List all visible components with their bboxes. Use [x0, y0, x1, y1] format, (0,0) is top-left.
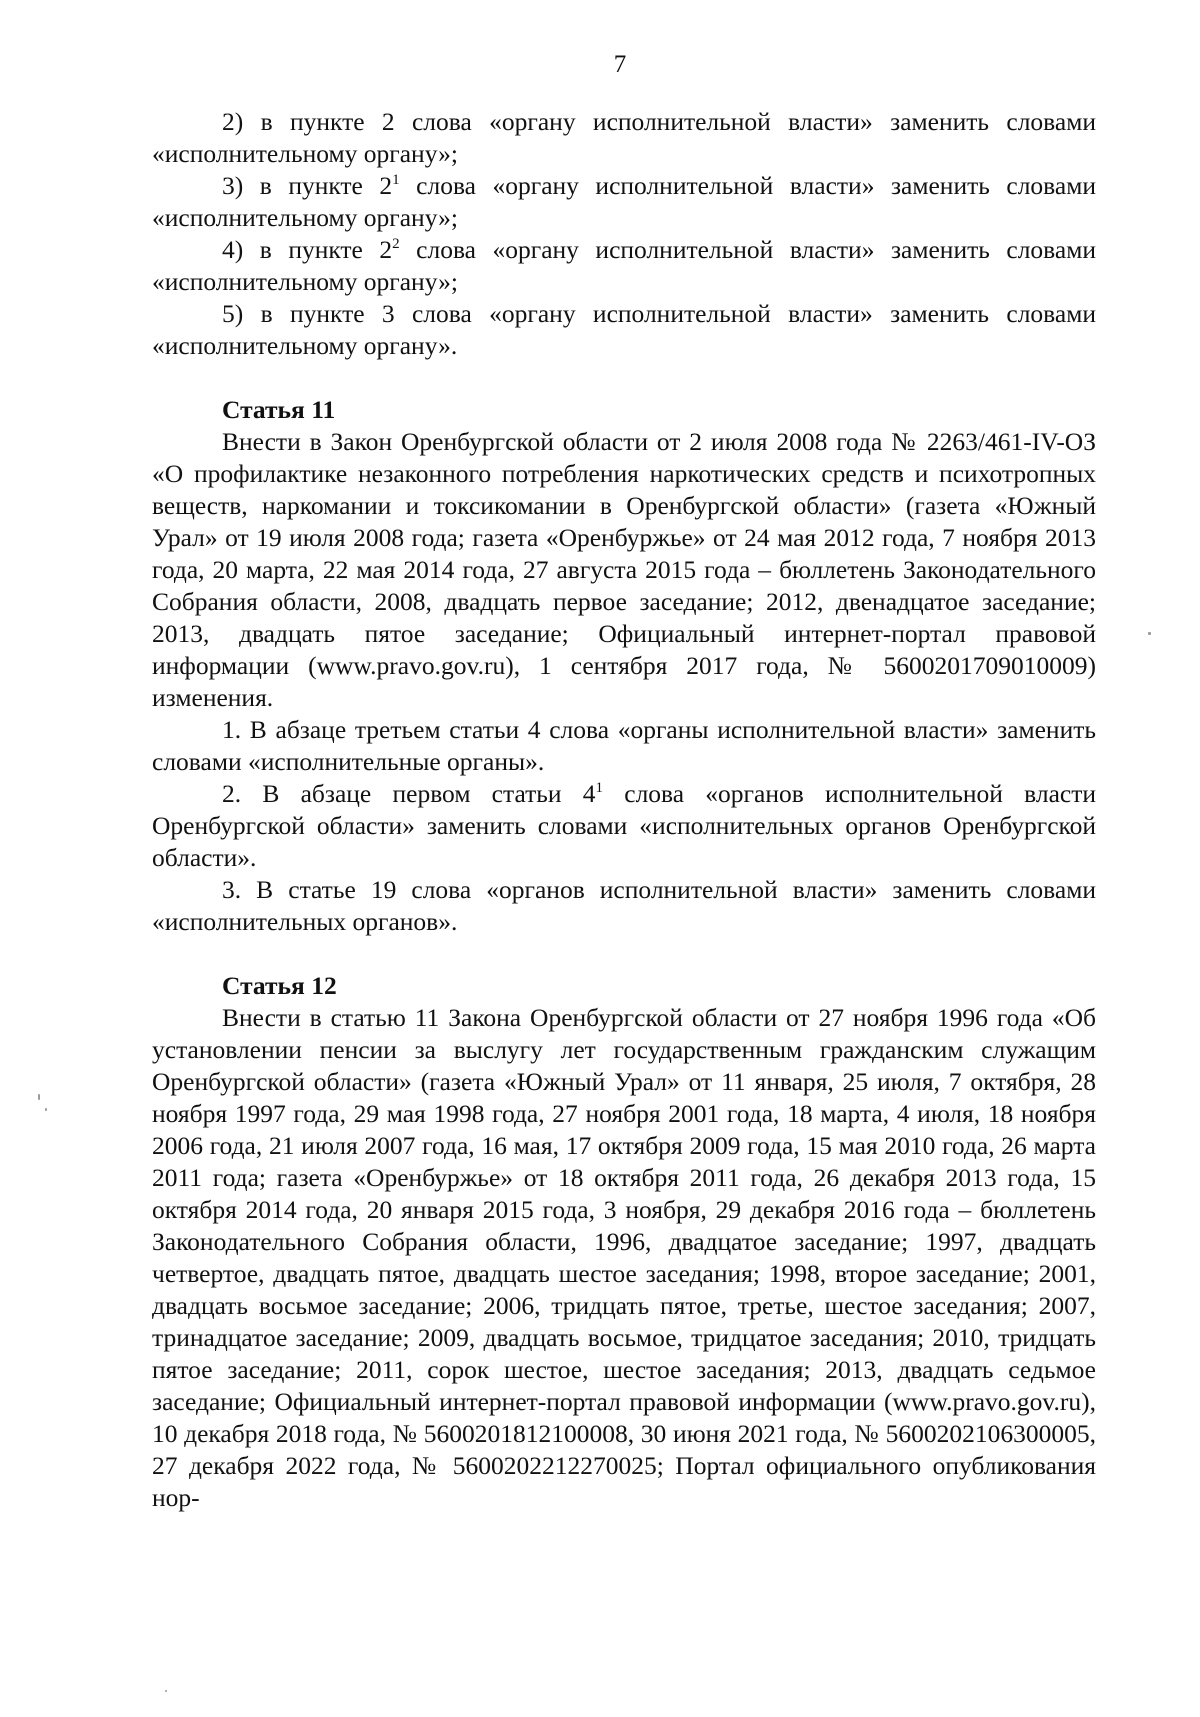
superscript: 2 [392, 236, 400, 252]
article-11-item-2-start: 2. В абзаце первом статьи 4 [222, 779, 596, 808]
intro-item-3-text-end: слова «органу исполнительной власти» заменить словами «исполнительному органу»; [152, 171, 1096, 232]
superscript: 1 [392, 172, 400, 188]
intro-item-2-text: 2) в пункте 2 слова «органу исполнительной власти» заменить словами «исполнительному органу»; [152, 107, 1096, 168]
article-11-item-2 [152, 778, 1096, 874]
scan-dust-mark [45, 1108, 47, 1111]
article-11-preamble: Внести в Закон Оренбургской области от 2 июля 2008 года № 2263/461-IV-ОЗ «О профилактике незаконного потребления наркотических средств и психотропных веществ, наркомании и токсикомании в Оренбургской области» (газета «Южный Урал» от 19 июля 2008 года; газета «Оренбуржье» от 24 мая 2012 года, 7 ноября 2013 года, 20 марта, 22 мая 2014 года, 27 августа 2015 года – бюллетень Законодательного Собрания области, 2008, двадцать первое заседание; 2012, двенадцатое заседание; 2013, двадцать пятое заседание; Официальный интернет-портал правовой информации (www.pravo.gov.ru), 1 сентября 2017 года, № 5600201709010009) изменения. [152, 427, 1096, 712]
intro-item-3 [152, 170, 1096, 234]
document-body [152, 106, 1096, 1514]
intro-item-4-text-start: 4) в пункте 2 [222, 235, 393, 264]
intro-item-2 [152, 106, 1096, 170]
scan-dust-mark [1148, 632, 1151, 635]
intro-item-3-text-start: 3) в пункте 2 [222, 171, 393, 200]
scan-dust-mark [165, 1690, 167, 1692]
article-11-heading: Статья 11 [222, 395, 336, 424]
intro-item-5-text: 5) в пункте 3 слова «органу исполнительной власти» заменить словами «исполнительному органу». [152, 299, 1096, 360]
intro-item-4-text-end: слова «органу исполнительной власти» заменить словами «исполнительному органу»; [152, 235, 1096, 296]
article-12-heading: Статья 12 [222, 971, 337, 1000]
article-11-item-1: 1. В абзаце третьем статьи 4 слова «органы исполнительной власти» заменить словами «исполнительные органы». [152, 715, 1096, 776]
article-11-item-3: 3. В статье 19 слова «органов исполнительной власти» заменить словами «исполнительных органов». [152, 875, 1096, 936]
scan-dust-mark [38, 1094, 40, 1100]
intro-item-5 [152, 298, 1096, 362]
superscript: 1 [595, 780, 604, 796]
article-12-body: Внести в статью 11 Закона Оренбургской области от 27 ноября 1996 года «Об установлении пенсии за выслугу лет государственным гражданским служащим Оренбургской области» (газета «Южный Урал» от 11 января, 25 июля, 7 октября, 28 ноября 1997 года, 29 мая 1998 года, 27 ноября 2001 года, 18 марта, 4 июля, 18 ноября 2006 года, 21 июля 2007 года, 16 мая, 17 октября 2009 года, 15 мая 2010 года, 26 марта 2011 года; газета «Оренбуржье» от 18 октября 2011 года, 26 декабря 2013 года, 15 октября 2014 года, 20 января 2015 года, 3 ноября, 29 декабря 2016 года – бюллетень Законодательного Собрания области, 1996, двадцатое заседание; 1997, двадцать четвертое, двадцать пятое, двадцать шестое заседания; 1998, второе заседание; 2001, двадцать восьмое заседание; 2006, тридцать пятое, третье, шестое заседания; 2007, тринадцатое заседание; 2009, двадцать восьмое, тридцатое заседания; 2010, тридцать пятое заседание; 2011, сорок шестое, шестое заседания; 2013, двадцать седьмое заседание; Официальный интернет-портал правовой информации (www.pravo.gov.ru), 10 декабря 2018 года, № 5600201812100008, 30 июня 2021 года, № 5600202106300005, 27 декабря 2022 года, № 5600202212270025; Портал официального опубликования нор- [152, 1003, 1096, 1512]
article-11-item-2-end: слова «органов исполнительной власти Оренбургской области» заменить словами «исполнительных органов Оренбургской области». [152, 779, 1096, 872]
intro-item-4 [152, 234, 1096, 298]
page-number: 7 [613, 51, 627, 78]
